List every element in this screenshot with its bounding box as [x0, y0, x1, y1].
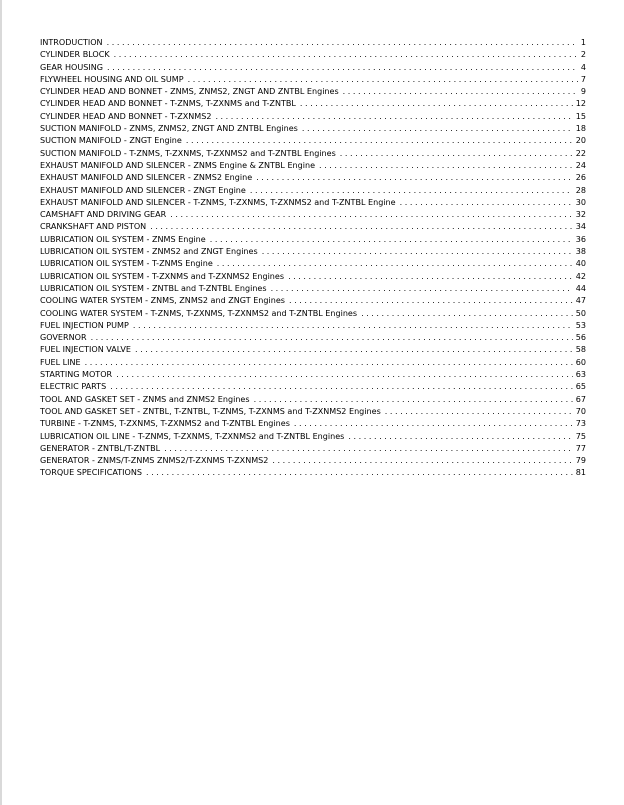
- toc-entry-title: EXHAUST MANIFOLD AND SILENCER - ZNGT Engine: [40, 185, 246, 195]
- toc-entry[interactable]: [40, 443, 586, 455]
- toc-entry[interactable]: [40, 258, 586, 270]
- toc-leader-dots: [272, 455, 572, 467]
- toc-entry-page: 36: [575, 234, 586, 244]
- toc-leader-dots: [271, 283, 573, 295]
- toc-leader-dots: [385, 406, 573, 418]
- toc-leader-dots: [294, 418, 573, 430]
- toc-entry[interactable]: [40, 332, 586, 344]
- toc-entry-title: CYLINDER HEAD AND BONNET - ZNMS, ZNMS2, ZNGT AND ZNTBL Engines: [40, 87, 339, 97]
- toc-leader-dots: [150, 221, 573, 233]
- toc-entry-title: FUEL INJECTION VALVE: [40, 345, 131, 355]
- toc-entry-page: 26: [575, 173, 586, 183]
- toc-entry[interactable]: [40, 197, 586, 209]
- toc-leader-dots: [107, 62, 578, 74]
- toc-leader-dots: [400, 197, 573, 209]
- toc-entry-title: SUCTION MANIFOLD - T-ZNMS, T-ZXNMS, T-ZXNMS2 and T-ZNTBL Engines: [40, 148, 336, 158]
- toc-entry-title: EXHAUST MANIFOLD AND SILENCER - ZNMS Engine & ZNTBL Engine: [40, 160, 316, 170]
- toc-entry-page: 75: [575, 431, 586, 441]
- toc-entry[interactable]: [40, 295, 586, 307]
- toc-entry-page: 9: [580, 87, 586, 97]
- toc-entry[interactable]: [40, 381, 586, 393]
- toc-leader-dots: [210, 234, 573, 246]
- toc-entry-title: FLYWHEEL HOUSING AND OIL SUMP: [40, 74, 184, 84]
- toc-entry-title: COOLING WATER SYSTEM - ZNMS, ZNMS2 and ZNGT Engines: [40, 296, 285, 306]
- toc-entry-page: 30: [575, 197, 586, 207]
- toc-entry-title: INTRODUCTION: [40, 38, 103, 47]
- toc-leader-dots: [262, 246, 573, 258]
- toc-entry[interactable]: [40, 49, 586, 61]
- toc-leader-dots: [85, 357, 573, 369]
- toc-entry-page: 56: [575, 333, 586, 343]
- toc-leader-dots: [340, 148, 573, 160]
- toc-entry-title: GEAR HOUSING: [40, 62, 103, 72]
- toc-entry-page: 73: [575, 419, 586, 429]
- toc-entry[interactable]: [40, 418, 586, 430]
- toc-entry-page: 32: [575, 210, 586, 220]
- toc-entry-page: 2: [580, 50, 586, 60]
- toc-leader-dots: [146, 467, 573, 479]
- toc-entry-page: 50: [575, 308, 586, 318]
- toc-entry-title: CYLINDER BLOCK: [40, 50, 110, 60]
- toc-entry-page: 20: [575, 136, 586, 146]
- toc-entry-title: GENERATOR - ZNTBL/T-ZNTBL: [40, 443, 161, 453]
- toc-leader-dots: [289, 295, 573, 307]
- toc-entry-page: 67: [575, 394, 586, 404]
- toc-leader-dots: [302, 123, 573, 135]
- toc-entry[interactable]: [40, 160, 586, 172]
- toc-entry-title: LUBRICATION OIL SYSTEM - ZNMS Engine: [40, 234, 206, 244]
- toc-entry-title: TOOL AND GASKET SET - ZNTBL, T-ZNTBL, T-ZNMS, T-ZXNMS and T-ZXNMS2 Engines: [40, 406, 381, 416]
- toc-leader-dots: [361, 308, 573, 320]
- toc-entry[interactable]: [40, 234, 586, 246]
- toc-entry[interactable]: [40, 344, 586, 356]
- table-of-contents: [40, 37, 586, 480]
- toc-leader-dots: [133, 320, 573, 332]
- toc-entry-page: 53: [575, 320, 586, 330]
- toc-entry[interactable]: [40, 357, 586, 369]
- toc-leader-dots: [186, 135, 573, 147]
- toc-entry-title: TURBINE - T-ZNMS, T-ZXNMS, T-ZXNMS2 and T-ZNTBL Engines: [40, 419, 290, 429]
- toc-entry-title: CRANKSHAFT AND PISTON: [40, 222, 147, 232]
- toc-leader-dots: [300, 98, 573, 110]
- toc-entry-title: CAMSHAFT AND DRIVING GEAR: [40, 210, 167, 220]
- page-left-edge: [0, 0, 2, 805]
- toc-entry-page: 77: [575, 443, 586, 453]
- toc-entry-page: 22: [575, 148, 586, 158]
- toc-leader-dots: [250, 185, 573, 197]
- toc-entry-title: LUBRICATION OIL SYSTEM - T-ZNMS Engine: [40, 259, 213, 269]
- toc-entry-title: TORQUE SPECIFICATIONS: [40, 468, 142, 478]
- toc-entry-page: 15: [575, 111, 586, 121]
- toc-entry[interactable]: [40, 308, 586, 320]
- toc-entry-title: GOVERNOR: [40, 333, 87, 343]
- toc-leader-dots: [114, 49, 578, 61]
- toc-entry[interactable]: [40, 221, 586, 233]
- toc-entry-title: FUEL INJECTION PUMP: [40, 320, 129, 330]
- toc-entry[interactable]: [40, 37, 586, 49]
- toc-entry-title: CYLINDER HEAD AND BONNET - T-ZNMS, T-ZXNMS and T-ZNTBL: [40, 99, 296, 109]
- toc-entry[interactable]: [40, 455, 586, 467]
- toc-entry[interactable]: [40, 172, 586, 184]
- toc-entry-title: COOLING WATER SYSTEM - T-ZNMS, T-ZXNMS, T-ZXNMS2 and T-ZNTBL Engines: [40, 308, 358, 318]
- toc-entry-title: EXHAUST MANIFOLD AND SILENCER - ZNMS2 Engine: [40, 173, 253, 183]
- toc-leader-dots: [135, 344, 573, 356]
- toc-entry-page: 34: [575, 222, 586, 232]
- toc-entry-page: 12: [575, 99, 586, 109]
- toc-entry-title: SUCTION MANIFOLD - ZNMS, ZNMS2, ZNGT AND ZNTBL Engines: [40, 124, 298, 134]
- toc-entry[interactable]: [40, 148, 586, 160]
- toc-entry-title: LUBRICATION OIL SYSTEM - T-ZXNMS and T-ZXNMS2 Engines: [40, 271, 285, 281]
- toc-leader-dots: [188, 74, 578, 86]
- toc-entry[interactable]: [40, 246, 586, 258]
- toc-entry[interactable]: [40, 62, 586, 74]
- toc-leader-dots: [319, 160, 573, 172]
- toc-entry[interactable]: [40, 394, 586, 406]
- toc-entry-title: CYLINDER HEAD AND BONNET - T-ZXNMS2: [40, 111, 212, 121]
- toc-entry-page: 47: [575, 296, 586, 306]
- toc-entry-page: 70: [575, 406, 586, 416]
- toc-entry[interactable]: [40, 74, 586, 86]
- toc-entry-page: 38: [575, 247, 586, 257]
- toc-entry-page: 40: [575, 259, 586, 269]
- toc-entry[interactable]: [40, 209, 586, 221]
- toc-entry[interactable]: [40, 431, 586, 443]
- toc-entry[interactable]: [40, 283, 586, 295]
- toc-leader-dots: [91, 332, 573, 344]
- toc-entry[interactable]: [40, 369, 586, 381]
- toc-entry-page: 4: [580, 62, 586, 72]
- toc-entry-title: FUEL LINE: [40, 357, 81, 367]
- toc-entry-page: 24: [575, 160, 586, 170]
- toc-entry[interactable]: [40, 98, 586, 110]
- toc-leader-dots: [116, 369, 573, 381]
- toc-entry-page: 44: [575, 283, 586, 293]
- toc-entry-page: 1: [580, 38, 586, 47]
- toc-entry-page: 18: [575, 124, 586, 134]
- toc-entry[interactable]: [40, 86, 586, 98]
- toc-entry-page: 7: [580, 74, 586, 84]
- toc-leader-dots: [110, 381, 573, 393]
- toc-entry-title: LUBRICATION OIL SYSTEM - ZNMS2 and ZNGT Engines: [40, 247, 258, 257]
- toc-entry[interactable]: [40, 320, 586, 332]
- toc-entry-title: SUCTION MANIFOLD - ZNGT Engine: [40, 136, 182, 146]
- toc-entry[interactable]: [40, 123, 586, 135]
- toc-leader-dots: [348, 431, 572, 443]
- toc-leader-dots: [215, 111, 572, 123]
- toc-leader-dots: [107, 37, 578, 49]
- toc-entry-page: 63: [575, 370, 586, 380]
- toc-entry-title: GENERATOR - ZNMS/T-ZNMS ZNMS2/T-ZXNMS T-ZXNMS2: [40, 456, 269, 466]
- toc-entry-title: ELECTRIC PARTS: [40, 382, 107, 392]
- toc-entry-page: 79: [575, 456, 586, 466]
- toc-leader-dots: [343, 86, 578, 98]
- toc-leader-dots: [170, 209, 573, 221]
- toc-entry-title: STARTING MOTOR: [40, 370, 113, 380]
- toc-entry-page: 28: [575, 185, 586, 195]
- toc-entry-page: 60: [575, 357, 586, 367]
- toc-entry-title: LUBRICATION OIL SYSTEM - ZNTBL and T-ZNTBL Engines: [40, 283, 267, 293]
- toc-leader-dots: [256, 172, 573, 184]
- toc-leader-dots: [288, 271, 573, 283]
- toc-entry-page: 65: [575, 382, 586, 392]
- toc-entry[interactable]: [40, 185, 586, 197]
- toc-leader-dots: [217, 258, 573, 270]
- toc-entry-title: EXHAUST MANIFOLD AND SILENCER - T-ZNMS, T-ZXNMS, T-ZXNMS2 and T-ZNTBL Engine: [40, 197, 396, 207]
- toc-entry[interactable]: [40, 467, 586, 479]
- toc-entry-title: TOOL AND GASKET SET - ZNMS and ZNMS2 Engines: [40, 394, 250, 404]
- toc-entry-title: LUBRICATION OIL LINE - T-ZNMS, T-ZXNMS, T-ZXNMS2 and T-ZNTBL Engines: [40, 431, 345, 441]
- toc-leader-dots: [254, 394, 573, 406]
- toc-entry-page: 81: [575, 468, 586, 478]
- toc-entry-page: 42: [575, 271, 586, 281]
- toc-entry[interactable]: [40, 406, 586, 418]
- toc-entry[interactable]: [40, 111, 586, 123]
- toc-entry[interactable]: [40, 135, 586, 147]
- toc-entry-page: 58: [575, 345, 586, 355]
- toc-entry[interactable]: [40, 271, 586, 283]
- toc-leader-dots: [164, 443, 573, 455]
